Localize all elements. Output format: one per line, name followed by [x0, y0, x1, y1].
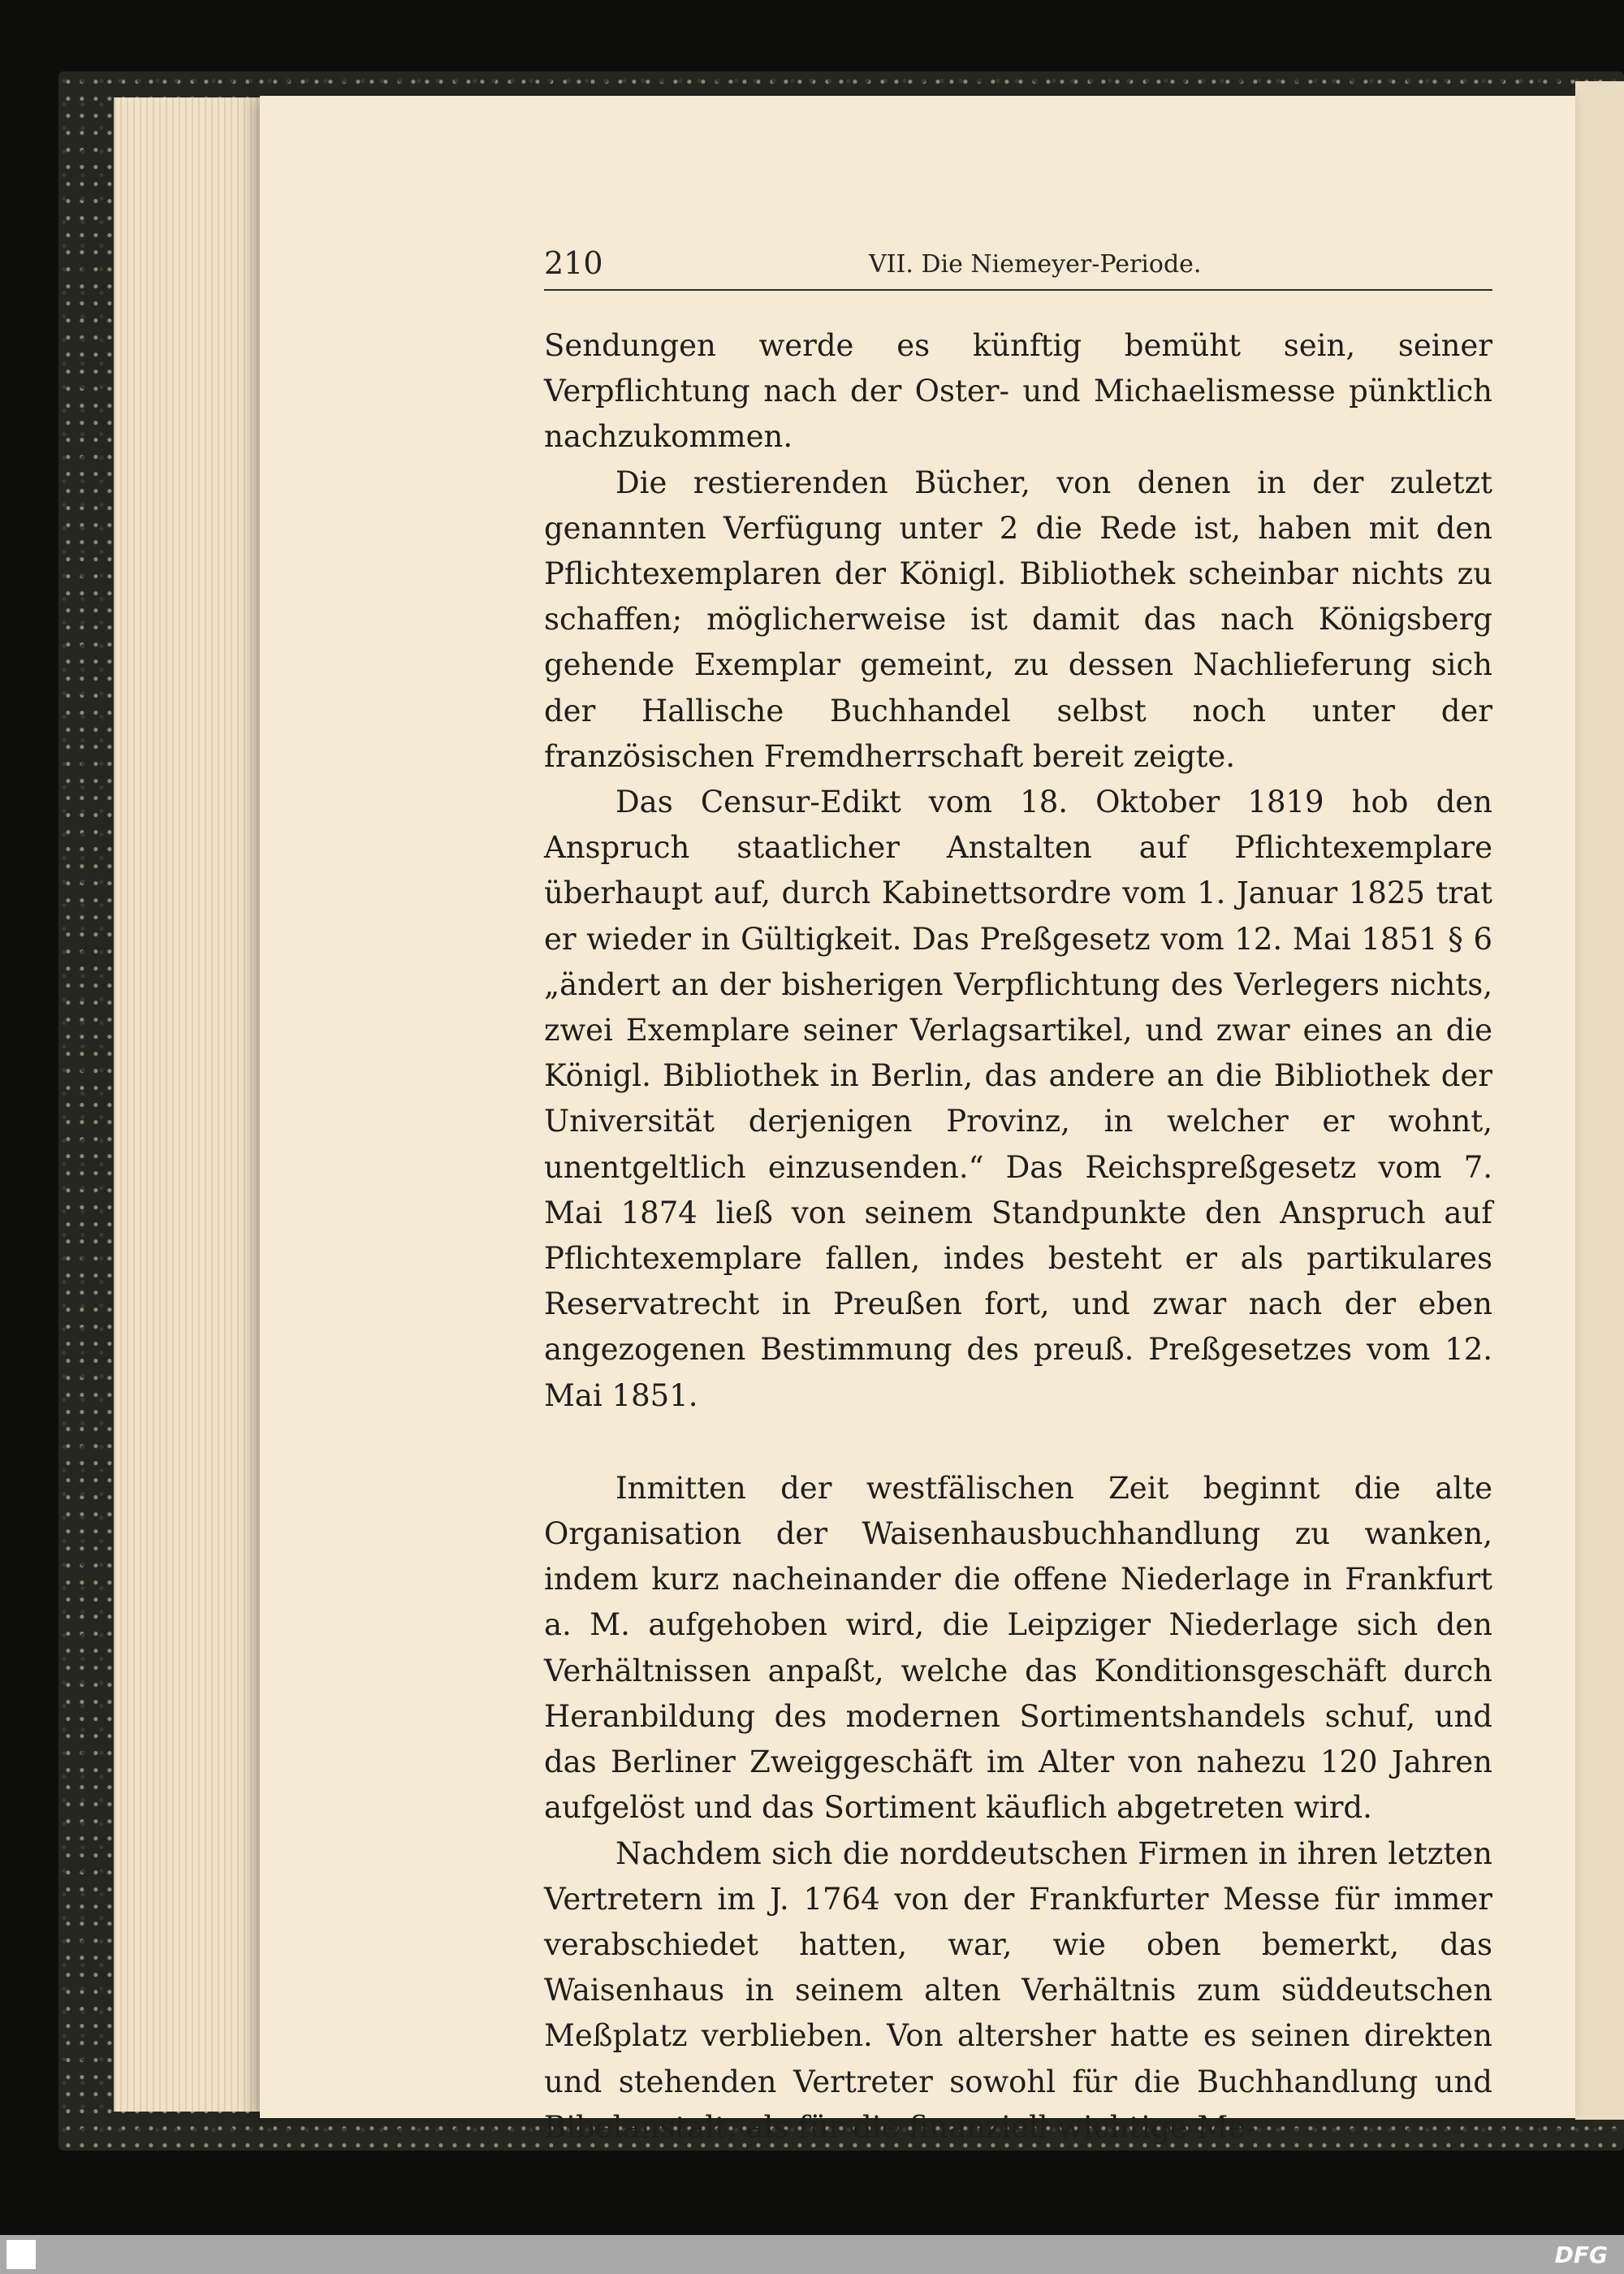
paragraph: Die restierenden Bücher, von denen in der zuletzt genannten Verfügung unter 2 die Rede ist, haben mit den Pflichtexemplaren der Königl. Bibliothek scheinbar nichts zu schaffen; möglicherweise ist damit das nach Königsberg gehende Exemplar gemeint, zu dessen Nachlieferung sich der Hallische Buchhandel selbst noch unter der französischen Fremdherrschaft bereit zeigte. [544, 465, 1492, 774]
page-number: 210 [544, 245, 603, 281]
page-body [544, 323, 1492, 2151]
viewer-footer-bar [0, 2235, 1624, 2274]
facing-page-edge [1575, 81, 1624, 2120]
page-header [544, 242, 1492, 291]
paragraph: Nachdem sich die norddeutschen Firmen in ihren letzten Vertretern im J. 1764 von der Frankfurter Messe für immer verabschiedet hatten, war, wie oben bemerkt, das Waisenhaus in seinem alten Verhältnis zum süddeutschen Meßplatz verblieben. Von altersher hatte es seinen direkten und stehenden Vertreter sowohl für die Buchhandlung und Bibelanstalt, als für die finanziell wichtige Me- [544, 1835, 1492, 2145]
paragraph: Das Censur-Edikt vom 18. Oktober 1819 hob den Anspruch staatlicher Anstalten auf Pflichtexemplare überhaupt auf, durch Kabinettsordre vom 1. Januar 1825 trat er wieder in Gültigkeit. Das Preßgesetz vom 12. Mai 1851 § 6 „ändert an der bisherigen Verpflichtung des Verlegers nichts, zwei Exemplare seiner Verlagsartikel, und zwar eines an die Königl. Bibliothek in Berlin, das andere an die Bibliothek der Universität derjenigen Provinz, in welcher er wohnt, unentgeltlich einzusenden.“ Das Reichspreßgesetz vom 7. Mai 1874 ließ von seinem Standpunkte den Anspruch auf Pflichtexemplare fallen, indes besteht er als partikulares Reservatrecht in Preußen fort, und zwar nach der eben angezogenen Bestimmung des preuß. Preßgesetzes vom 12. Mai 1851. [544, 785, 1492, 1413]
dfg-logo: DFG [1554, 2242, 1608, 2268]
running-head: VII. Die Niemeyer-Periode. [869, 250, 1202, 279]
library-logo-icon [6, 2240, 36, 2269]
paragraph: Inmitten der westfälischen Zeit beginnt die alte Organisation der Waisenhausbuchhandlung zu wanken, indem kurz nacheinander die offene Niederlage in Frankfurt a. M. aufgehoben wird, die Leipziger Niederlage sich den Verhältnissen anpaßt, welche das Konditionsgeschäft durch Heranbildung des modernen Sortimentshandels schuf, und das Berliner Zweiggeschäft im Alter von nahezu 120 Jahren aufgelöst und das Sortiment käuflich abgetreten wird. [544, 1470, 1492, 1826]
paragraph: Sendungen werde es künftig bemüht sein, seiner Verpflichtung nach der Oster- und Michaelismesse pünktlich nachzukommen. [544, 328, 1492, 455]
section-gap [544, 1419, 1492, 1466]
